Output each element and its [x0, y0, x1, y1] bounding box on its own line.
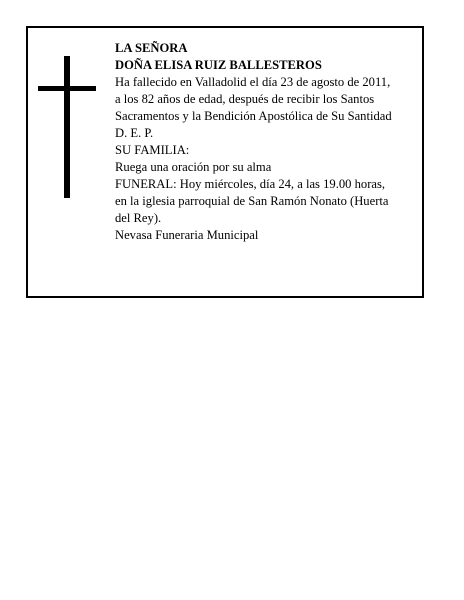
- funeral-line: en la iglesia parroquial de San Ramón Nonato (Huerta: [115, 194, 389, 208]
- announcement-line: a los 82 años de edad, después de recibir los Santos: [115, 92, 375, 106]
- cross-icon: [64, 56, 70, 198]
- notice-text: [115, 40, 420, 244]
- funeral-home: Nevasa Funeraria Municipal: [115, 228, 259, 242]
- announcement-line: D. E. P.: [115, 126, 154, 140]
- cross-icon-crossbar: [38, 86, 96, 91]
- funeral-details: [115, 176, 420, 227]
- deceased-name: DOÑA ELISA RUIZ BALLESTEROS: [115, 58, 322, 72]
- announcement-line: Ha fallecido en Valladolid el día 23 de agosto de 2011,: [115, 75, 391, 89]
- family-heading: SU FAMILIA:: [115, 143, 190, 157]
- deceased-title: LA SEÑORA: [115, 41, 188, 55]
- prayer-request: Ruega una oración por su alma: [115, 160, 272, 174]
- death-announcement: [115, 74, 420, 142]
- funeral-line: del Rey).: [115, 211, 162, 225]
- announcement-line: Sacramentos y la Bendición Apostólica de Su Santidad: [115, 109, 392, 123]
- obituary-notice: [26, 26, 424, 298]
- funeral-line: FUNERAL: Hoy miércoles, día 24, a las 19.00 horas,: [115, 177, 386, 191]
